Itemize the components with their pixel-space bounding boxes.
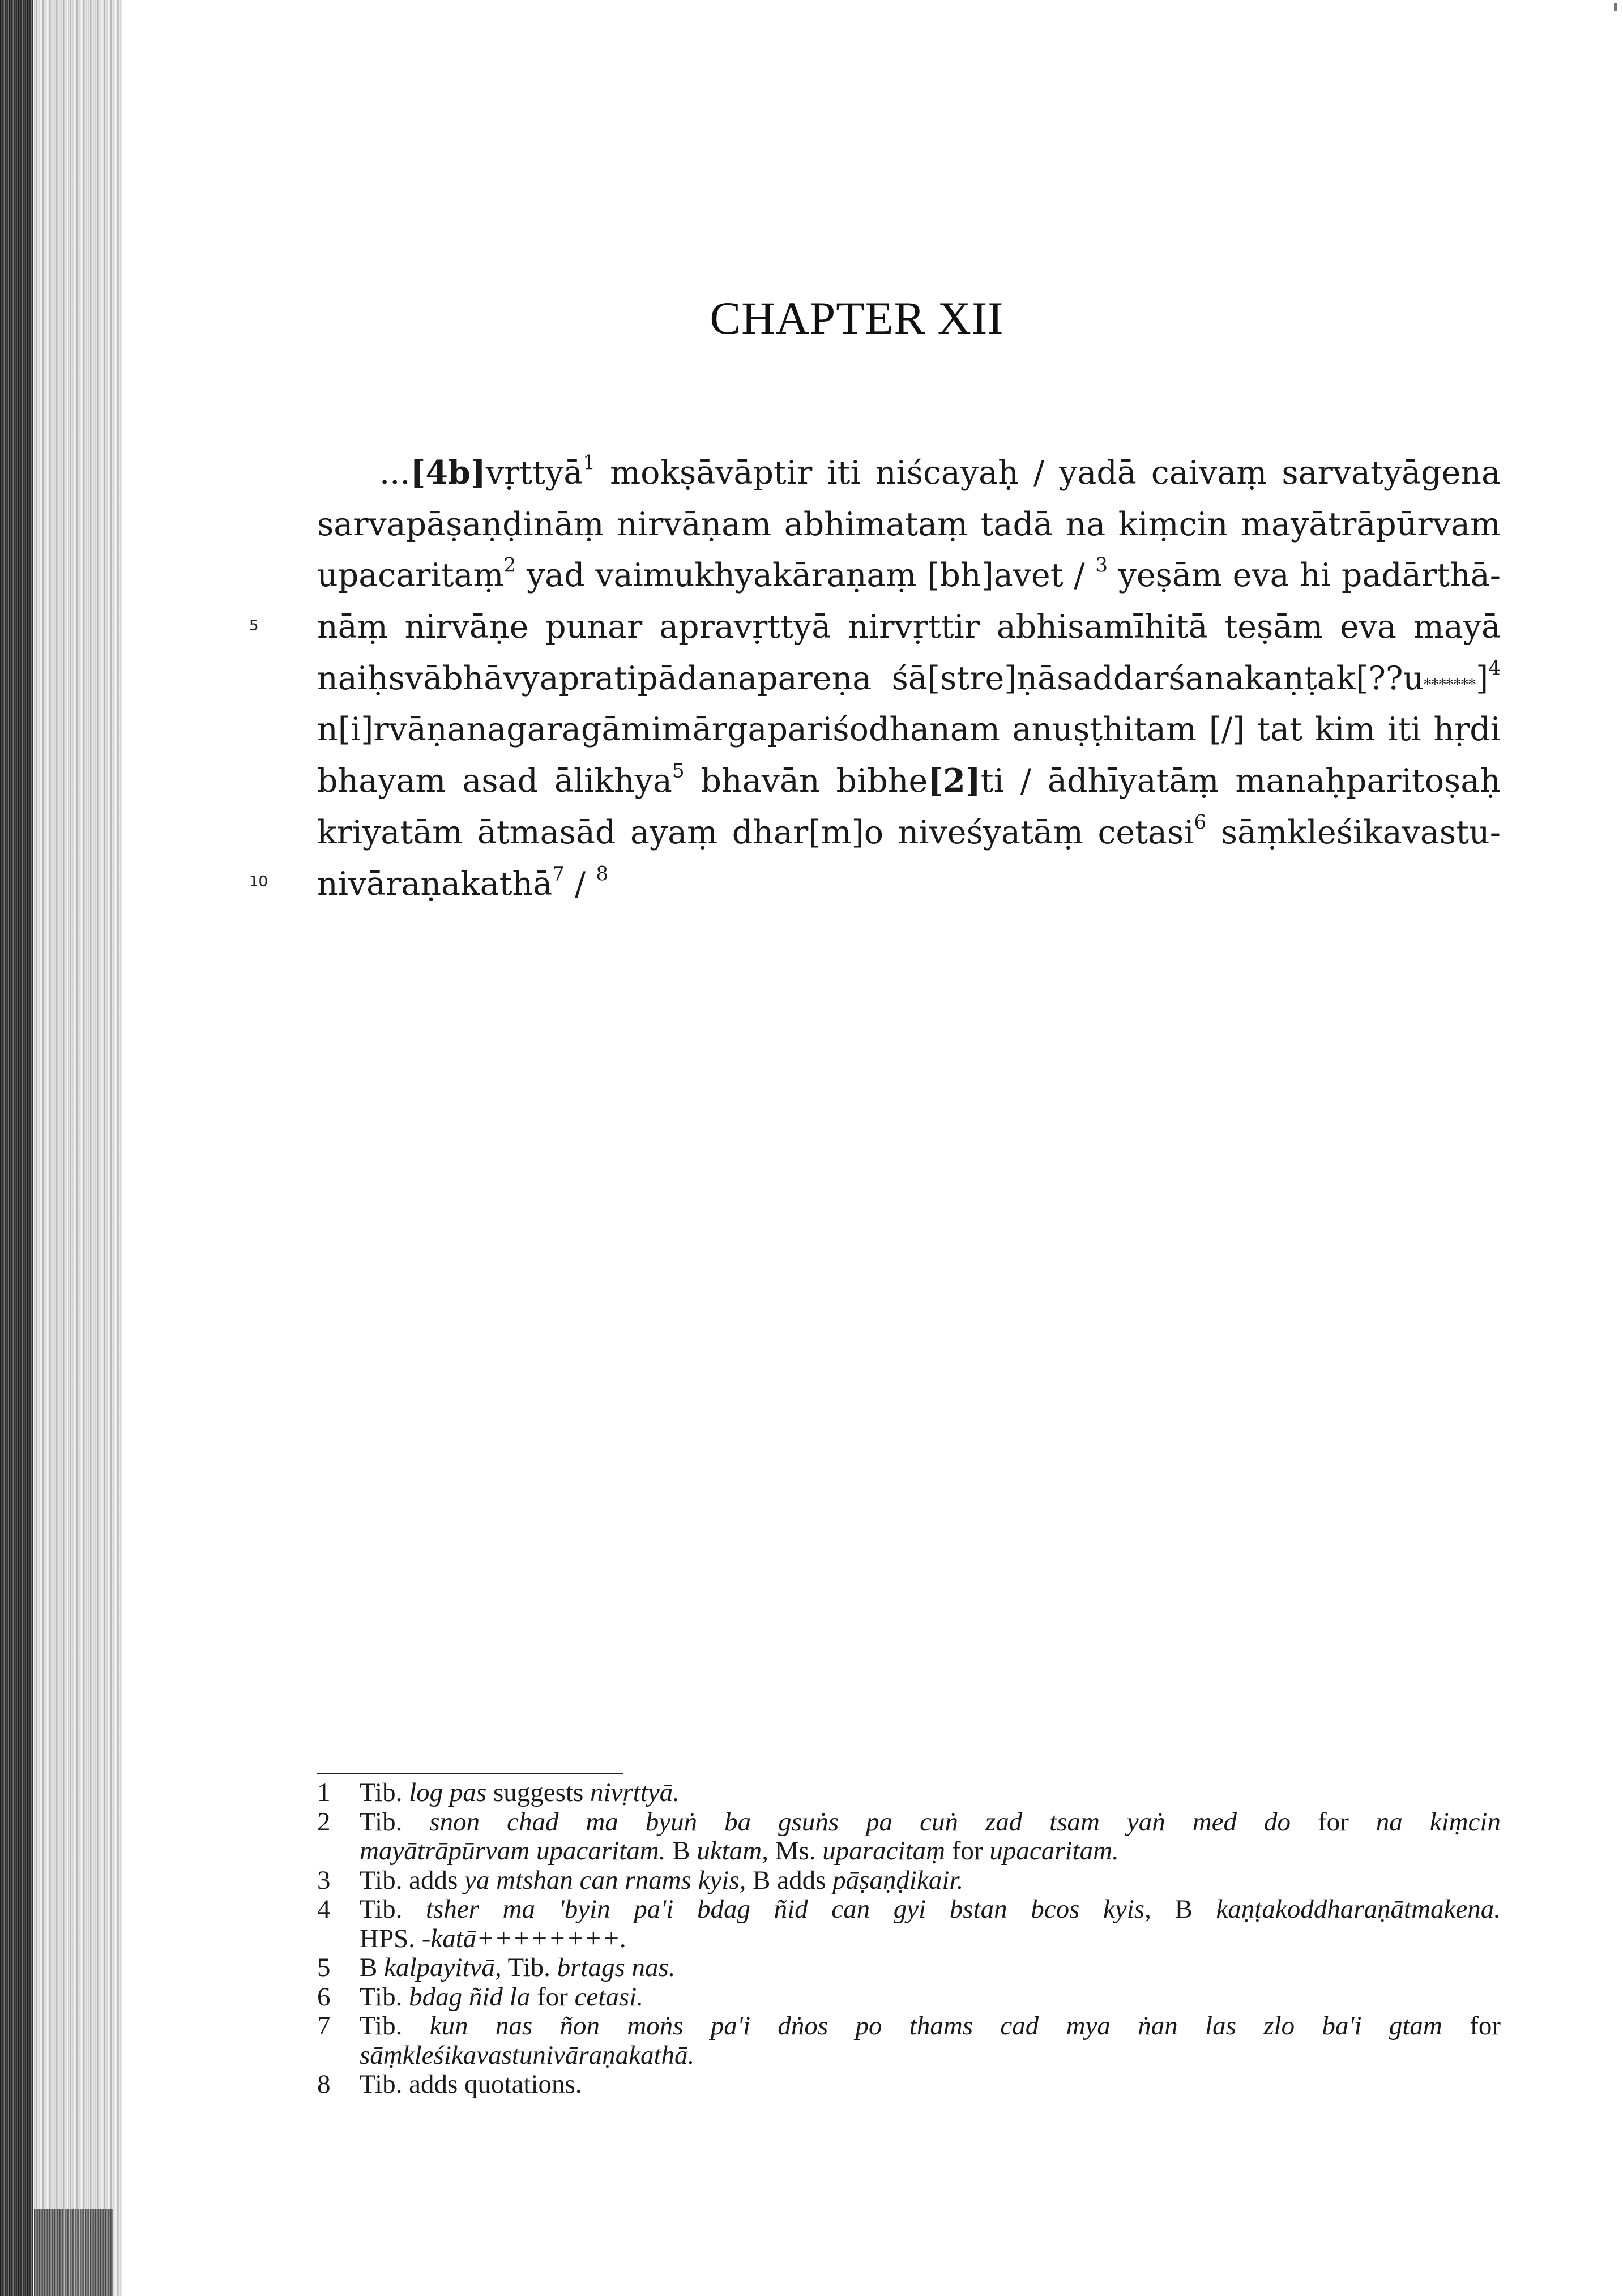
text-line-7: bhayam asad ālikhya$^5$ bhavān bibhe[2]ti / ādhīyatāṃ manaḥparitoṣaḥ <box>317 759 1501 800</box>
line-number-10: 10 <box>249 873 268 890</box>
book-gutter-bottom <box>34 2209 113 2296</box>
scan-corner-mark <box>1614 3 1617 11</box>
footnote-ref-1: 1 <box>583 451 596 475</box>
footnote-6: 6 Tib. bdag ñid la for cetasi. <box>317 1982 643 2012</box>
footnote-ref-3: 3 <box>1095 554 1108 577</box>
footnote-5: 5 B kalpayitvā, Tib. brtags nas. <box>317 1953 676 1982</box>
sanskrit-text-block <box>317 447 1501 910</box>
text-line-8: kriyatām ātmasād ayaṃ dhar[m]o niveśyatāṃ cetasi$^6$ sāṃkleśikavastu- <box>317 811 1501 851</box>
text-line-9: nivāraṇakathā$^7$ / $^8$ <box>317 862 609 903</box>
footnote-ref-5: 5 <box>672 759 685 783</box>
footnote-ref-6: 6 <box>1194 811 1207 834</box>
text-line-3: upacaritaṃ$^2$ yad vaimukhyakāraṇaṃ [bh]avet / $^3$ yeṣām eva hi padārthā- <box>317 554 1501 595</box>
footnote-ref-2: 2 <box>503 554 516 577</box>
chapter-title: CHAPTER XII <box>710 292 1004 344</box>
text-line-5: naiḥsvābhāvyapratipādanapareṇa śā[stre]ṇāsaddarśanakaṇṭak[??u*******]$^4$ <box>317 657 1501 697</box>
text-line-1: ...[4b]vṛttyā$^1$ mokṣāvāptir iti niścayaḥ / yadā caivaṃ sarvatyāgena <box>379 451 1501 492</box>
footnote-7: 7 Tib. kun nas ñon moṅs pa'i dṅos po thams cad mya ṅan las zlo ba'i gtam for sāṃkleśikavastunivāraṇakathā. <box>317 2011 1501 2070</box>
footnote-4: 4 Tib. tsher ma 'byin pa'i bdag ñid can gyi bstan bcos kyis, B kaṇṭakoddharaṇātmakena. HPS. -katā++++++++. <box>317 1894 1501 1953</box>
footnote-1: 1 Tib. log pas suggests nivṛttyā. <box>317 1778 680 1807</box>
line-number-5: 5 <box>249 617 259 634</box>
footnote-ref-7: 7 <box>552 862 565 885</box>
footnote-8: 8 Tib. adds quotations. <box>317 2069 582 2099</box>
footnote-3: 3 Tib. adds ya mtshan can rnams kyis, B adds pāṣaṇḍikair. <box>317 1865 964 1895</box>
text-line-2: sarvapāṣaṇḍināṃ nirvāṇam abhimataṃ tadā na kiṃcin mayātrāpūrvam <box>317 505 1501 543</box>
footnote-separator <box>317 1773 623 1774</box>
footnote-ref-4: 4 <box>1488 657 1501 680</box>
footnote-2: 2 Tib. snon chad ma byuṅ ba gsuṅs pa cuṅ zad tsam yaṅ med do for na kiṃcin mayātrāpūrvam upacaritam. B uktam, Ms. uparacitaṃ for upacaritam. <box>317 1807 1501 1866</box>
footnotes <box>317 1778 1501 2099</box>
text-line-4: nāṃ nirvāṇe punar apravṛttyā nirvṛttir abhisamīhitā teṣām eva mayā <box>317 608 1501 646</box>
text-line-6: n[i]rvāṇanagaragāmimārgapariśodhanam anuṣṭhitam [/] tat kim iti hṛdi <box>317 711 1501 749</box>
footnote-ref-8: 8 <box>596 862 609 885</box>
